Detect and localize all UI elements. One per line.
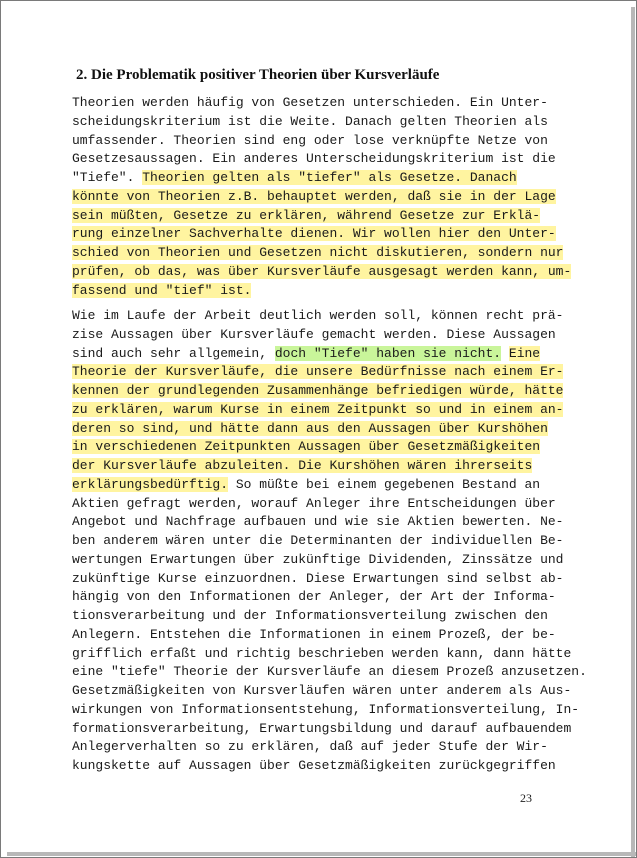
page-shadow-bottom bbox=[7, 852, 636, 856]
highlighted-text-yellow: könnte von Theorien z.B. behauptet werden, daß sie in der Lage bbox=[72, 188, 556, 204]
text-line bbox=[72, 420, 587, 439]
text-line bbox=[72, 476, 587, 495]
highlighted-text-yellow: fassend und "tief" ist. bbox=[72, 282, 252, 298]
text-line bbox=[72, 282, 571, 301]
highlighted-text-yellow: zu erklären, warum Kurse in einem Zeitpunkt so und in einem an- bbox=[72, 401, 564, 417]
text-line bbox=[72, 169, 571, 188]
text-segment: grifflich erfaßt und richtig beschrieben werden kann, dann hätte bbox=[72, 645, 572, 661]
text-line bbox=[72, 207, 571, 226]
text-line bbox=[72, 645, 587, 664]
text-line bbox=[72, 663, 587, 682]
highlighted-text-yellow: der Kursverläufe abzuleiten. Die Kurshöhen wären ihrerseits bbox=[72, 458, 533, 473]
text-segment: zise Aussagen über Kursverläufe gemacht werden. Diese Aussagen bbox=[72, 326, 556, 342]
text-segment: umfassender. Theorien sind eng oder lose verknüpfte Netze von bbox=[72, 132, 548, 148]
highlighted-text-yellow: sein müßten, Gesetze zu erklären, während Gesetze zur Erklä- bbox=[72, 207, 541, 223]
text-segment: eine "tiefe" Theorie der Kursverläufe an diesem Prozeß anzusetzen. bbox=[72, 664, 587, 680]
text-segment: Theorien werden häufig von Gesetzen unterschieden. Ein Unter- bbox=[72, 95, 548, 110]
text-segment: formationsverarbeitung, Erwartungsbildung und darauf aufbauendem bbox=[72, 720, 572, 736]
text-segment: hängig von den Informationen der Anleger, der Art der Informa- bbox=[72, 589, 556, 605]
text-line bbox=[72, 720, 587, 739]
highlighted-text-yellow: schied von Theorien und Gesetzen nicht diskutieren, sondern nur bbox=[72, 245, 564, 260]
text-segment: So müßte bei einem gegebenen Bestand an bbox=[228, 476, 541, 492]
text-line bbox=[72, 401, 587, 420]
text-line bbox=[72, 188, 571, 207]
text-line bbox=[72, 94, 571, 113]
text-segment: Anlegerverhalten so zu erklären, daß auf jeder Stufe der Wir- bbox=[72, 739, 548, 755]
text-line bbox=[72, 551, 587, 570]
text-segment: wertungen Erwartungen über zukünftige Dividenden, Zinssätze und bbox=[72, 551, 564, 567]
text-segment: Aktien gefragt werden, worauf Anleger ihre Entscheidungen über bbox=[72, 495, 556, 511]
highlighted-text-yellow: erklärungsbedürftig. bbox=[72, 476, 229, 492]
highlighted-text-yellow: Eine bbox=[508, 345, 541, 361]
text-line bbox=[72, 150, 571, 169]
text-line bbox=[72, 244, 571, 263]
text-line bbox=[72, 738, 587, 757]
page-number: 23 bbox=[520, 791, 532, 805]
text-line bbox=[72, 438, 587, 457]
text-line bbox=[72, 263, 571, 282]
text-segment: Anlegern. Entstehen die Informationen in einem Prozeß, der be- bbox=[72, 626, 556, 642]
text-line bbox=[72, 757, 587, 776]
text-segment: Gesetzmäßigkeiten von Kursverläufen wären unter anderem als Aus- bbox=[72, 683, 572, 698]
text-segment: kungskette auf Aussagen über Gesetzmäßigkeiten zurückgegriffen bbox=[72, 758, 556, 773]
page-shadow-right bbox=[631, 7, 635, 857]
text-segment: wirkungen von Informationsentstehung, Informationsverteilung, In- bbox=[72, 701, 580, 717]
text-segment: Angebot und Nachfrage aufbauen und wie sie Aktien bewerten. Ne- bbox=[72, 514, 564, 530]
highlighted-text-yellow: in verschiedenen Zeitpunkten Aussagen über Gesetzmäßigkeiten bbox=[72, 439, 541, 455]
text-line bbox=[72, 701, 587, 720]
text-line bbox=[72, 113, 571, 132]
highlighted-text-yellow: prüfen, ob das, was über Kursverläufe ausgesagt werden kann, um- bbox=[72, 263, 572, 279]
text-segment: ben anderem wären unter die Determinanten der individuellen Be- bbox=[72, 533, 564, 548]
text-line bbox=[72, 532, 587, 551]
highlighted-text-yellow: kennen der grundlegenden Zusammenhänge befriedigen würde, hätte bbox=[72, 383, 564, 398]
text-line bbox=[72, 457, 587, 476]
text-line bbox=[72, 682, 587, 701]
text-line bbox=[72, 132, 571, 151]
text-segment: scheidungskriterium ist die Weite. Danach gelten Theorien als bbox=[72, 113, 548, 129]
text-line bbox=[72, 626, 587, 645]
text-line bbox=[72, 363, 587, 382]
paragraph-2 bbox=[72, 307, 587, 776]
text-line bbox=[72, 326, 587, 345]
text-line bbox=[72, 513, 587, 532]
text-line bbox=[72, 307, 587, 326]
text-segment: Gesetzesaussagen. Ein anderes Unterscheidungskriterium ist die bbox=[72, 151, 556, 167]
highlighted-text-green: doch "Tiefe" haben sie nicht. bbox=[274, 345, 502, 361]
section-heading: 2. Die Problematik positiver Theorien über Kursverläufe bbox=[76, 67, 440, 83]
text-line bbox=[72, 588, 587, 607]
text-segment: zukünftige Kurse einzuordnen. Diese Erwartungen sind selbst ab- bbox=[72, 570, 564, 586]
text-line bbox=[72, 345, 587, 364]
text-segment: tionsverarbeitung und der Informationsverteilung zwischen den bbox=[72, 608, 548, 623]
text-segment: sind auch sehr allgemein, bbox=[72, 345, 275, 361]
text-segment: Wie im Laufe der Arbeit deutlich werden soll, können recht prä- bbox=[72, 308, 564, 323]
text-line bbox=[72, 570, 587, 589]
text-line bbox=[72, 382, 587, 401]
text-line bbox=[72, 225, 571, 244]
text-segment: "Tiefe". bbox=[72, 170, 143, 185]
text-line bbox=[72, 607, 587, 626]
highlighted-text-yellow: Theorien gelten als "tiefer" als Gesetze. Danach bbox=[142, 170, 517, 185]
highlighted-text-yellow: deren so sind, und hätte dann aus den Aussagen über Kurshöhen bbox=[72, 420, 548, 436]
text-line bbox=[72, 495, 587, 514]
paragraph-1 bbox=[72, 94, 571, 300]
highlighted-text-yellow: Theorie der Kursverläufe, die unsere Bedürfnisse nach einem Er- bbox=[72, 364, 564, 380]
highlighted-text-yellow: rung einzelner Sachverhalte dienen. Wir wollen hier den Unter- bbox=[72, 226, 556, 242]
text-segment bbox=[501, 346, 509, 361]
